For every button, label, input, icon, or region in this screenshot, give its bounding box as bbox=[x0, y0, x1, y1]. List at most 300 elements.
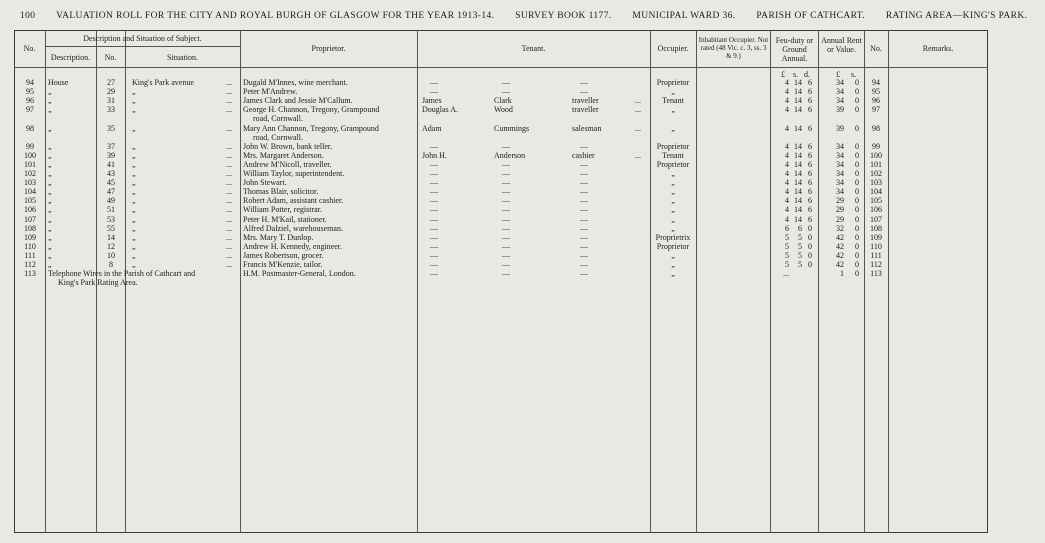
entry-annual-rent: 0 bbox=[855, 269, 859, 279]
entry-description: „ bbox=[48, 87, 52, 97]
entry-street-no: 49 bbox=[107, 196, 115, 206]
entry-occupier: „ bbox=[671, 214, 675, 224]
entry-tenant-trade: — bbox=[580, 260, 588, 269]
entry-occupier: „ bbox=[671, 169, 675, 178]
col-header-occupier: Occupier. bbox=[657, 44, 689, 53]
entry-feu-duty: 0 bbox=[808, 260, 812, 269]
col-header-remarks: Remarks. bbox=[922, 44, 954, 53]
entry-tenant-forename: — bbox=[430, 260, 438, 269]
entry-description: „ bbox=[48, 241, 52, 251]
entry-annual-rent: 29 bbox=[836, 196, 844, 206]
entry-description: „ bbox=[48, 96, 52, 106]
entry-annual-rent: 42 bbox=[836, 260, 844, 269]
entry-no-right: 94 bbox=[872, 78, 880, 87]
entry-annual-rent: 34 bbox=[836, 78, 844, 87]
entry-no-right: 97 bbox=[872, 105, 880, 115]
entry-no-right: 107 bbox=[870, 214, 882, 224]
entry-tenant-surname: Clark bbox=[494, 96, 512, 106]
entry-no: 104 bbox=[24, 187, 36, 197]
entry-tenant-trade: — bbox=[580, 250, 588, 260]
entry-description: „ bbox=[48, 214, 52, 224]
entry-annual-rent: 0 bbox=[855, 105, 859, 115]
entry-annual-rent: 42 bbox=[836, 232, 844, 242]
entry-situation-dots: ... bbox=[226, 214, 232, 224]
entry-tenant-trade: salesman bbox=[572, 123, 602, 133]
entry-no: 108 bbox=[24, 223, 36, 233]
entry-tenant-surname: Wood bbox=[494, 105, 513, 115]
entry-feu-duty: 5 bbox=[798, 260, 802, 269]
col-header-annual-rent: Annual Rent or Value. bbox=[821, 36, 862, 54]
entry-no-right: 100 bbox=[870, 150, 882, 160]
header-subrule bbox=[45, 46, 240, 47]
entry-feu-duty: 14 bbox=[794, 205, 802, 215]
entry-tenant-surname: — bbox=[502, 159, 510, 169]
entry-no: 96 bbox=[26, 96, 34, 106]
entry-situation-dots: ... bbox=[226, 187, 232, 197]
entry-tenant-surname: — bbox=[502, 178, 510, 188]
entry-feu-duty: 14 bbox=[794, 159, 802, 169]
entry-proprietor: James Robertson, grocer. bbox=[243, 250, 324, 260]
column-rule bbox=[696, 30, 697, 533]
entry-no-right: 110 bbox=[870, 241, 882, 251]
entry-occupier: Tenant bbox=[662, 150, 684, 160]
entry-situation-dots: ... bbox=[226, 141, 232, 151]
entry-no: 106 bbox=[24, 205, 36, 215]
municipal-ward: MUNICIPAL WARD 36. bbox=[632, 11, 736, 21]
entry-no: 95 bbox=[26, 87, 34, 97]
entry-street-no: 29 bbox=[107, 87, 115, 97]
entry-street-no: 47 bbox=[107, 187, 115, 197]
entry-feu-duty: 4 bbox=[785, 150, 789, 160]
entry-description: „ bbox=[48, 223, 52, 233]
entry-tenant-surname: Anderson bbox=[494, 150, 526, 160]
entry-proprietor: William Taylor, superintendent. bbox=[243, 169, 345, 178]
entry-tenant-forename: — bbox=[430, 196, 438, 206]
entry-no: 103 bbox=[24, 178, 36, 188]
entry-feu-duty: 6 bbox=[808, 187, 812, 197]
entry-description: „ bbox=[48, 123, 52, 133]
entry-street-no: 41 bbox=[107, 159, 115, 169]
entry-occupier: Proprietor bbox=[656, 141, 690, 151]
entry-occupier: „ bbox=[671, 187, 675, 197]
entry-tenant-trade: — bbox=[580, 87, 588, 97]
entry-proprietor: William Potter, registrar. bbox=[243, 205, 322, 215]
entry-proprietor: James Clark and Jessie M'Callum. bbox=[243, 96, 353, 106]
entry-annual-rent: 0 bbox=[855, 159, 859, 169]
entry-no: 109 bbox=[24, 232, 36, 242]
entry-occupier: „ bbox=[671, 87, 675, 97]
entry-situation: „ bbox=[132, 96, 136, 106]
entry-situation: „ bbox=[132, 123, 136, 133]
entry-feu-duty: 4 bbox=[785, 123, 789, 133]
entry-tenant-surname: — bbox=[502, 196, 510, 206]
entry-tenant-trade: — bbox=[580, 269, 588, 279]
entry-tenant-trade: cashier bbox=[572, 150, 595, 160]
entry-tenant-forename: — bbox=[430, 241, 438, 251]
entry-proprietor: John W. Brown, bank teller. bbox=[243, 141, 333, 151]
entry-feu-duty: 14 bbox=[794, 214, 802, 224]
col-header-street-no: No. bbox=[104, 53, 117, 62]
entry-occupier: „ bbox=[671, 178, 675, 188]
entry-feu-duty: 14 bbox=[794, 178, 802, 188]
entry-feu-duty: 4 bbox=[785, 87, 789, 97]
entry-annual-rent: 0 bbox=[855, 123, 859, 133]
entry-situation-dots: ... bbox=[226, 196, 232, 206]
entry-situation-dots: ... bbox=[226, 105, 232, 115]
entry-situation: „ bbox=[132, 141, 136, 151]
entry-annual-rent: 0 bbox=[855, 241, 859, 251]
entry-occupier: Proprietor bbox=[656, 78, 690, 87]
column-rule bbox=[770, 30, 771, 533]
entry-tenant-surname: — bbox=[502, 169, 510, 178]
entry-tenant-dots: ... bbox=[635, 150, 641, 160]
entry-tenant-forename: — bbox=[430, 87, 438, 97]
entry-proprietor: H.M. Postmaster-General, London. bbox=[243, 269, 356, 279]
entry-no: 94 bbox=[26, 78, 34, 87]
entry-feu-duty: 14 bbox=[794, 169, 802, 178]
entry-proprietor: Peter M'Andrew. bbox=[243, 87, 298, 97]
entry-tenant-dots: ... bbox=[635, 96, 641, 106]
entry-no: 100 bbox=[24, 150, 36, 160]
entry-tenant-trade: — bbox=[580, 223, 588, 233]
entry-feu-duty: 6 bbox=[808, 78, 812, 87]
unit-pence-feu: d. bbox=[804, 70, 810, 79]
entry-occupier: „ bbox=[671, 250, 675, 260]
entry-tenant-surname: — bbox=[502, 223, 510, 233]
unit-shilling-rent: s. bbox=[851, 70, 857, 79]
entry-street-no: 53 bbox=[107, 214, 115, 224]
entry-situation-dots: ... bbox=[226, 260, 232, 269]
entry-tenant-forename: — bbox=[430, 232, 438, 242]
entry-feu-duty: 4 bbox=[785, 159, 789, 169]
entry-no-right: 102 bbox=[870, 169, 882, 178]
entry-tenant-trade: traveller bbox=[572, 96, 599, 106]
entry-street-no: 45 bbox=[107, 178, 115, 188]
entry-feu-duty: 6 bbox=[808, 87, 812, 97]
entry-proprietor: John Stewart. bbox=[243, 178, 287, 188]
entry-no-right: 103 bbox=[870, 178, 882, 188]
entry-situation-dots: ... bbox=[226, 123, 232, 133]
entry-tenant-surname: — bbox=[502, 187, 510, 197]
entry-feu-duty: 6 bbox=[808, 150, 812, 160]
entry-proprietor: Peter H. M'Kail, stationer. bbox=[243, 214, 327, 224]
entry-feu-duty: 4 bbox=[785, 178, 789, 188]
col-header-no: No. bbox=[23, 44, 36, 53]
entry-occupier: „ bbox=[671, 223, 675, 233]
entry-proprietor-continued: road, Cornwall. bbox=[253, 114, 303, 124]
entry-annual-rent: 34 bbox=[836, 169, 844, 178]
entry-no: 112 bbox=[24, 260, 36, 269]
entry-situation: „ bbox=[132, 250, 136, 260]
entry-feu-duty: 4 bbox=[785, 96, 789, 106]
entry-proprietor: Alfred Dalziel, warehouseman. bbox=[243, 223, 343, 233]
entry-description-continued: King's Park Rating Area. bbox=[58, 278, 138, 288]
entry-no: 101 bbox=[24, 159, 36, 169]
entry-feu-duty: 6 bbox=[808, 96, 812, 106]
entry-tenant-forename: Adam bbox=[422, 123, 442, 133]
entry-tenant-surname: — bbox=[502, 87, 510, 97]
entry-occupier: „ bbox=[671, 269, 675, 279]
entry-occupier: Proprietrix bbox=[655, 232, 691, 242]
entry-situation: „ bbox=[132, 205, 136, 215]
entry-situation: „ bbox=[132, 214, 136, 224]
entry-tenant-surname: — bbox=[502, 232, 510, 242]
entry-proprietor: Andrew M'Nicoll, traveller. bbox=[243, 159, 332, 169]
entry-situation: King's Park avenue bbox=[132, 78, 194, 87]
entry-tenant-surname: Cummings bbox=[494, 123, 530, 133]
entry-feu-duty: 6 bbox=[785, 223, 789, 233]
entry-no-right: 108 bbox=[870, 223, 882, 233]
col-header-description-group: Description and Situation of Subject. bbox=[83, 34, 202, 43]
entry-no: 99 bbox=[26, 141, 34, 151]
entry-feu-duty: 5 bbox=[785, 232, 789, 242]
entry-tenant-surname: — bbox=[502, 260, 510, 269]
column-rule bbox=[240, 30, 241, 533]
entry-no-right: 104 bbox=[870, 187, 882, 197]
entry-annual-rent: 1 bbox=[840, 269, 844, 279]
entry-tenant-trade: — bbox=[580, 214, 588, 224]
entry-description: „ bbox=[48, 169, 52, 178]
entry-proprietor: Thomas Blair, solicitor. bbox=[243, 187, 319, 197]
entry-tenant-forename: — bbox=[430, 269, 438, 279]
entry-proprietor: Mary Ann Channon, Tregony, Grampound bbox=[243, 123, 379, 133]
entry-feu-duty: 4 bbox=[785, 214, 789, 224]
entry-tenant-forename: John H. bbox=[422, 150, 447, 160]
entry-feu-duty: 0 bbox=[808, 232, 812, 242]
entry-occupier: „ bbox=[671, 123, 675, 133]
entry-no-right: 106 bbox=[870, 205, 882, 215]
entry-street-no: 10 bbox=[107, 250, 115, 260]
entry-situation-dots: ... bbox=[226, 78, 232, 87]
entry-no-right: 113 bbox=[870, 269, 882, 279]
entry-no: 110 bbox=[24, 241, 36, 251]
col-header-proprietor: Proprietor. bbox=[311, 44, 346, 53]
entry-feu-duty: 6 bbox=[808, 196, 812, 206]
entry-situation-dots: ... bbox=[226, 250, 232, 260]
entry-no: 105 bbox=[24, 196, 36, 206]
col-header-tenant: Tenant. bbox=[521, 44, 546, 53]
entry-feu-duty: 14 bbox=[794, 105, 802, 115]
entry-feu-duty: 14 bbox=[794, 96, 802, 106]
entry-annual-rent: 39 bbox=[836, 105, 844, 115]
entry-annual-rent: 29 bbox=[836, 214, 844, 224]
entry-no-right: 95 bbox=[872, 87, 880, 97]
entry-tenant-forename: — bbox=[430, 187, 438, 197]
entry-feu-duty: 5 bbox=[798, 250, 802, 260]
entry-feu-duty: 6 bbox=[808, 169, 812, 178]
entry-situation-dots: ... bbox=[226, 96, 232, 106]
entry-feu-duty: 4 bbox=[785, 105, 789, 115]
entry-feu-duty: 4 bbox=[785, 78, 789, 87]
entry-tenant-surname: — bbox=[502, 241, 510, 251]
entry-occupier: „ bbox=[671, 196, 675, 206]
entry-situation-dots: ... bbox=[226, 241, 232, 251]
entry-situation-dots: ... bbox=[226, 150, 232, 160]
entry-feu-duty: 4 bbox=[785, 196, 789, 206]
col-header-inhabitant-occupier: Inhabitant Occupier. Not rated (48 Vic. c. 3, ss. 3 & 9.) bbox=[698, 36, 769, 60]
entry-tenant-trade: — bbox=[580, 241, 588, 251]
entry-no-right: 98 bbox=[872, 123, 880, 133]
entry-feu-duty: 0 bbox=[808, 250, 812, 260]
entry-tenant-forename: — bbox=[430, 159, 438, 169]
entry-annual-rent: 32 bbox=[836, 223, 844, 233]
entry-annual-rent: 34 bbox=[836, 141, 844, 151]
entry-street-no: 43 bbox=[107, 169, 115, 178]
entry-street-no: 55 bbox=[107, 223, 115, 233]
entry-situation-dots: ... bbox=[226, 232, 232, 242]
entry-annual-rent: 0 bbox=[855, 169, 859, 178]
entry-annual-rent: 0 bbox=[855, 223, 859, 233]
col-header-no-right: No. bbox=[870, 44, 882, 53]
entry-feu-duty: 6 bbox=[808, 214, 812, 224]
entry-feu-duty: 6 bbox=[808, 159, 812, 169]
entry-occupier: „ bbox=[671, 260, 675, 269]
entry-description: House bbox=[48, 78, 69, 87]
col-header-situation: Situation. bbox=[167, 53, 198, 62]
entry-feu-duty: 6 bbox=[808, 141, 812, 151]
entry-description: „ bbox=[48, 260, 52, 269]
entry-tenant-surname: — bbox=[502, 78, 510, 87]
entry-situation: „ bbox=[132, 223, 136, 233]
entry-annual-rent: 0 bbox=[855, 87, 859, 97]
entry-description: „ bbox=[48, 187, 52, 197]
entry-no-right: 101 bbox=[870, 159, 882, 169]
entry-street-no: 33 bbox=[107, 105, 115, 115]
entry-situation: „ bbox=[132, 241, 136, 251]
entry-street-no: 51 bbox=[107, 205, 115, 215]
entry-tenant-forename: — bbox=[430, 178, 438, 188]
column-rule bbox=[45, 30, 46, 533]
entry-feu-duty: 6 bbox=[808, 205, 812, 215]
entry-tenant-trade: traveller bbox=[572, 105, 599, 115]
entry-description: „ bbox=[48, 232, 52, 242]
entry-feu-duty: ... bbox=[783, 269, 789, 279]
entry-tenant-trade: — bbox=[580, 205, 588, 215]
entry-tenant-trade: — bbox=[580, 78, 588, 87]
entry-street-no: 27 bbox=[107, 78, 115, 87]
entry-tenant-forename: — bbox=[430, 169, 438, 178]
entry-situation: „ bbox=[132, 178, 136, 188]
entry-no-right: 112 bbox=[870, 260, 882, 269]
entry-tenant-trade: — bbox=[580, 196, 588, 206]
entry-tenant-trade: — bbox=[580, 187, 588, 197]
entry-tenant-trade: — bbox=[580, 141, 588, 151]
entry-feu-duty: 6 bbox=[808, 178, 812, 188]
entry-tenant-dots: ... bbox=[635, 105, 641, 115]
entry-annual-rent: 34 bbox=[836, 150, 844, 160]
entry-annual-rent: 34 bbox=[836, 87, 844, 97]
entry-annual-rent: 0 bbox=[855, 260, 859, 269]
entry-feu-duty: 14 bbox=[794, 187, 802, 197]
entry-feu-duty: 14 bbox=[794, 150, 802, 160]
entry-situation: „ bbox=[132, 260, 136, 269]
entry-situation: „ bbox=[132, 150, 136, 160]
entry-description: „ bbox=[48, 159, 52, 169]
entry-annual-rent: 0 bbox=[855, 150, 859, 160]
entry-annual-rent: 39 bbox=[836, 123, 844, 133]
entry-annual-rent: 34 bbox=[836, 178, 844, 188]
column-rule bbox=[888, 30, 889, 533]
entry-situation: „ bbox=[132, 159, 136, 169]
entry-proprietor: Mrs. Margaret Anderson. bbox=[243, 150, 324, 160]
entry-description: Telephone Wires in the Parish of Cathcart and bbox=[48, 269, 196, 279]
header-rule bbox=[14, 67, 988, 68]
entry-tenant-surname: — bbox=[502, 269, 510, 279]
survey-book: SURVEY BOOK 1177. bbox=[515, 11, 612, 21]
entry-situation: „ bbox=[132, 87, 136, 97]
entry-situation: „ bbox=[132, 187, 136, 197]
entry-feu-duty: 0 bbox=[808, 223, 812, 233]
entry-proprietor-continued: road, Cornwall. bbox=[253, 132, 303, 142]
entry-annual-rent: 0 bbox=[855, 250, 859, 260]
col-header-feu-duty: Feu-duty or Ground Annual. bbox=[775, 36, 814, 63]
entry-description: „ bbox=[48, 196, 52, 206]
entry-no-right: 105 bbox=[870, 196, 882, 206]
entry-no: 111 bbox=[24, 250, 36, 260]
entry-situation-dots: ... bbox=[226, 178, 232, 188]
entry-feu-duty: 14 bbox=[794, 87, 802, 97]
column-rule bbox=[818, 30, 819, 533]
entry-tenant-surname: — bbox=[502, 205, 510, 215]
entry-proprietor: Francis M'Kenzie, tailor. bbox=[243, 260, 323, 269]
unit-pound-rent: £ bbox=[836, 70, 840, 79]
entry-description: „ bbox=[48, 105, 52, 115]
entry-description: „ bbox=[48, 141, 52, 151]
entry-description: „ bbox=[48, 250, 52, 260]
page-header bbox=[20, 11, 1028, 21]
entry-street-no: 14 bbox=[107, 232, 115, 242]
entry-feu-duty: 14 bbox=[794, 78, 802, 87]
entry-feu-duty: 5 bbox=[785, 260, 789, 269]
entry-annual-rent: 34 bbox=[836, 187, 844, 197]
entry-tenant-trade: — bbox=[580, 159, 588, 169]
entry-tenant-forename: — bbox=[430, 205, 438, 215]
entry-tenant-surname: — bbox=[502, 250, 510, 260]
entry-feu-duty: 4 bbox=[785, 187, 789, 197]
entry-occupier: „ bbox=[671, 105, 675, 115]
entry-situation: „ bbox=[132, 169, 136, 178]
entry-annual-rent: 0 bbox=[855, 187, 859, 197]
entry-feu-duty: 5 bbox=[798, 232, 802, 242]
entry-annual-rent: 0 bbox=[855, 196, 859, 206]
entry-street-no: 31 bbox=[107, 96, 115, 106]
entry-situation-dots: ... bbox=[226, 169, 232, 178]
entry-annual-rent: 0 bbox=[855, 205, 859, 215]
entry-tenant-forename: — bbox=[430, 141, 438, 151]
entry-feu-duty: 5 bbox=[785, 241, 789, 251]
entry-description: „ bbox=[48, 178, 52, 188]
entry-situation-dots: ... bbox=[226, 159, 232, 169]
entry-no-right: 109 bbox=[870, 232, 882, 242]
entry-annual-rent: 0 bbox=[855, 232, 859, 242]
entry-annual-rent: 0 bbox=[855, 78, 859, 87]
entry-tenant-trade: — bbox=[580, 169, 588, 178]
entry-feu-duty: 14 bbox=[794, 196, 802, 206]
entry-feu-duty: 14 bbox=[794, 123, 802, 133]
entry-annual-rent: 29 bbox=[836, 205, 844, 215]
entry-no: 98 bbox=[26, 123, 34, 133]
entry-tenant-forename: Douglas A. bbox=[422, 105, 458, 115]
entry-situation: „ bbox=[132, 196, 136, 206]
entry-tenant-trade: — bbox=[580, 178, 588, 188]
entry-tenant-forename: — bbox=[430, 223, 438, 233]
entry-no-right: 99 bbox=[872, 141, 880, 151]
entry-tenant-forename: — bbox=[430, 78, 438, 87]
entry-situation-dots: ... bbox=[226, 223, 232, 233]
entry-no: 102 bbox=[24, 169, 36, 178]
entry-tenant-surname: — bbox=[502, 141, 510, 151]
roll-title: VALUATION ROLL FOR THE CITY AND ROYAL BURGH OF GLASGOW FOR THE YEAR 1913-14. bbox=[56, 11, 495, 21]
